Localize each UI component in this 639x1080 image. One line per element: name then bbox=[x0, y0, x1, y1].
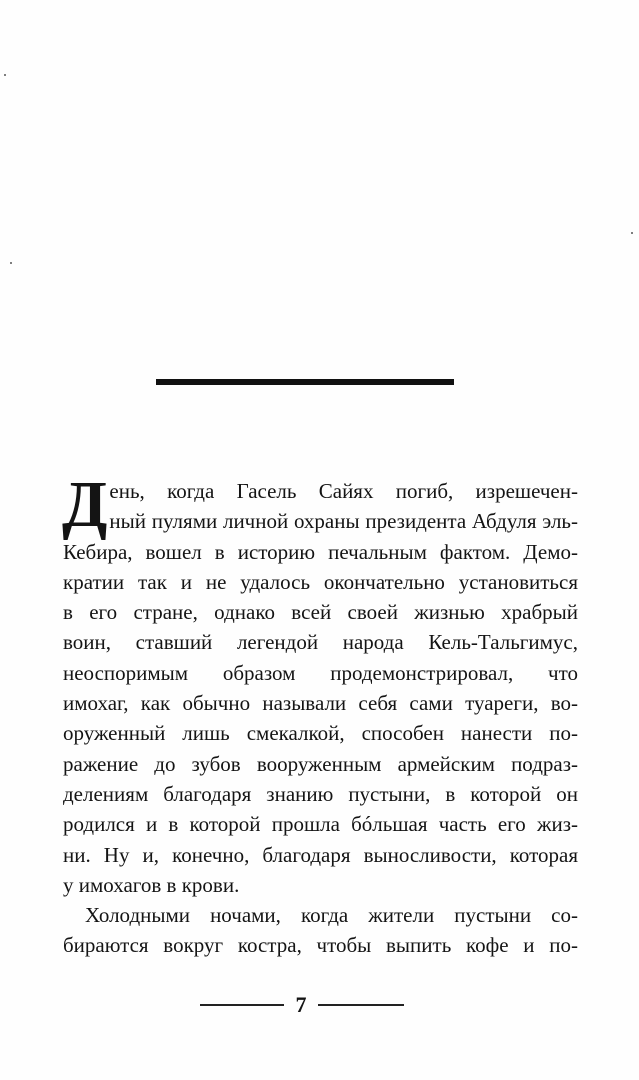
text-line: ень, когда Гасель Сайях погиб, изрешечен- bbox=[109, 479, 578, 503]
text-line: Кебира, вошел в историю печальным фактом. Демо- bbox=[63, 539, 578, 564]
scan-speck bbox=[4, 74, 6, 76]
text-line: оруженный лишь смекалкой, способен нанести по- bbox=[63, 721, 578, 746]
folio-rule-left bbox=[200, 1004, 284, 1006]
text-line: ражение до зубов вооруженным армейским подраз- bbox=[63, 751, 578, 776]
drop-cap: Д bbox=[62, 468, 108, 541]
text-line: у имохагов в крови. bbox=[63, 872, 240, 897]
text-line: в его стране, однако всей своей жизнью храбрый bbox=[63, 600, 578, 625]
scan-speck bbox=[631, 232, 633, 234]
text-line: ный пулями личной охраны президента Абдуля эль- bbox=[109, 509, 578, 534]
paragraph-2 bbox=[63, 900, 578, 961]
chapter-rule bbox=[156, 379, 454, 385]
scan-speck bbox=[10, 262, 12, 264]
text-line: делениям благодаря знанию пустыни, в которой он bbox=[63, 781, 578, 806]
page-footer bbox=[0, 990, 639, 1020]
text-line: воин, ставший легендой народа Кель-Тальгимус, bbox=[63, 630, 578, 655]
folio-rule-right bbox=[318, 1004, 404, 1006]
text-line: родился и в которой прошла бóльшая часть его жиз- bbox=[63, 812, 578, 837]
text-line: неоспоримым образом продемонстрировал, что bbox=[63, 660, 578, 685]
text-line: бираются вокруг костра, чтобы выпить кофе и по- bbox=[63, 933, 578, 958]
body-text bbox=[62, 468, 578, 961]
text-line: имохаг, как обычно называли себя сами туареги, во- bbox=[63, 691, 578, 716]
text-line: кратии так и не удалось окончательно установиться bbox=[63, 569, 578, 594]
text-line: ни. Ну и, конечно, благодаря выносливости, которая bbox=[63, 842, 578, 867]
paragraph-1 bbox=[62, 468, 578, 900]
page-number: 7 bbox=[295, 992, 307, 1017]
text-line: Холодными ночами, когда жители пустыни со- bbox=[85, 903, 578, 928]
